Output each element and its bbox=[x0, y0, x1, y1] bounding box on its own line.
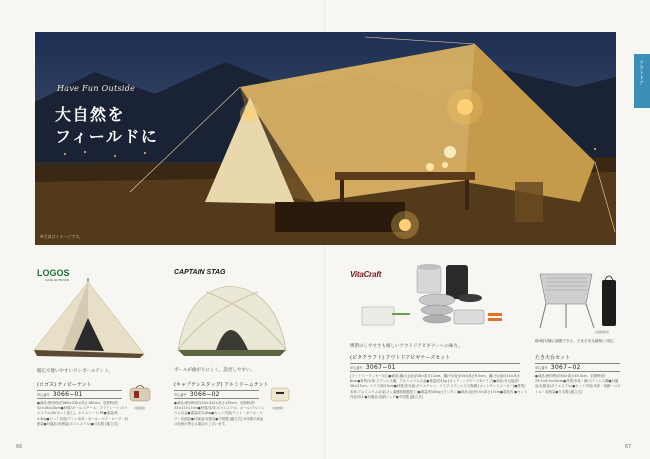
vitacraft-code-box bbox=[350, 363, 520, 372]
lantern-bag bbox=[446, 265, 468, 299]
table-lamp bbox=[444, 146, 456, 158]
cutting-board bbox=[362, 307, 394, 325]
captainstag-product-name: (キャプテンスタッグ) アルミドームテント bbox=[174, 382, 269, 388]
vitacraft-code-value: 3067−01 bbox=[365, 364, 396, 371]
logos-logo: LOGOS bbox=[37, 268, 70, 278]
vitacraft-code-label: 申込番号 bbox=[350, 366, 363, 370]
hero-photo bbox=[35, 32, 616, 245]
captainstag-logo: CAPTAIN STAG bbox=[174, 269, 226, 276]
tipi-bag-label: (収納時) bbox=[134, 406, 146, 410]
tipi-tent-bag-image bbox=[128, 382, 152, 404]
category-tab-label: アウトドア bbox=[638, 60, 644, 85]
hero-headline-line1: 大自然を bbox=[55, 105, 126, 124]
cookware-set-image bbox=[352, 255, 512, 340]
hot-sand-maker bbox=[454, 310, 484, 324]
tipi-tent-image bbox=[22, 278, 157, 363]
hero-caption: ※写真はイメージです。 bbox=[40, 234, 83, 239]
camp-chair bbox=[515, 182, 543, 222]
logos-spec: ●商品:使用時/約360×230×高さ180cm、収納時/約52×18×18cm●材質/ポール:スチール、フライシート:ポリエステル(UVカット加工)、ボトムシート:PE●重量/約4.4kg●セット内容/テント本体・ポール・ペグ・ロープ・収納袋●付属品:収納袋(ポリエステル)●日本製 [確立式] bbox=[37, 401, 129, 426]
storage-boxes bbox=[275, 202, 405, 232]
logos-logo-sub: LOVE OUTDOOR bbox=[45, 278, 70, 282]
bbq-product-name: たき火台セット bbox=[535, 355, 571, 361]
captainstag-spec: ●商品:使用時/約210×320×高さ135cm、収納時/約53×17×17cm●材質/本体:ポリエステル、ポール:アルミニウム合金●重量/約3.8kg●セット内容/テント・ポール・ペグ・収納袋●付属品:収納袋●中国製 [確立式] ※実際の商品は色柄が異なる場合がございます。 bbox=[174, 401, 265, 426]
captainstag-tagline: ポールが曲がりにくく、設営しやすい。 bbox=[174, 368, 255, 373]
fire-pit-bag-label: (収納袋付) bbox=[595, 330, 610, 334]
hero-headline-line2: フィールドに bbox=[55, 127, 159, 146]
dome-tent-image bbox=[168, 280, 293, 362]
dome-tent-bag-image bbox=[268, 382, 292, 404]
fire-pit-image bbox=[532, 262, 624, 337]
vitacraft-tagline: 携帯のしやすさも嬉しいアウトドアビギナーへの味方。 bbox=[350, 344, 463, 349]
logos-code-label: 申込番号 bbox=[37, 393, 50, 397]
bbq-code-box bbox=[535, 363, 620, 372]
vitacraft-product-name: (ビタクラフト) アウトドアビギナーズセット bbox=[350, 355, 451, 361]
category-tab bbox=[634, 54, 650, 108]
bbq-code-label: 申込番号 bbox=[535, 366, 548, 370]
vitacraft-logo: VitaCraft bbox=[350, 270, 382, 279]
fire-pit-bag bbox=[602, 280, 616, 326]
captainstag-code-label: 申込番号 bbox=[174, 393, 187, 397]
dome-bag-label: (収納時) bbox=[272, 406, 284, 410]
logos-code-value: 3066−01 bbox=[52, 391, 83, 398]
logos-product-name: (ロゴス) ティピーテント bbox=[37, 382, 92, 388]
page-number-left: 66 bbox=[16, 444, 23, 450]
hero-brand-script: Have Fun Outside bbox=[57, 84, 136, 93]
bbq-tagline: 鋳4倍付属に調節できる、さまざまな調理に対応。 bbox=[535, 339, 617, 343]
logos-tagline: 幅広で使いやすいワンポールテント。 bbox=[37, 369, 113, 374]
hero-headline bbox=[55, 104, 195, 148]
camp-table bbox=[335, 172, 475, 180]
logos-code-box bbox=[37, 390, 122, 399]
captainstag-code-box bbox=[174, 390, 259, 399]
captainstag-code-value: 3066−02 bbox=[189, 391, 220, 398]
bbq-spec: ●商品:使用時/約50×高さ45.5cm、収納時/約29.5×8.5×45cm●材質/本体・網:ステンレス鋼●付属品:収納袋(ポリエステル)●セット内容/本体・焼網・ロストル・収納袋●日本製 [確立式] bbox=[535, 374, 621, 394]
bbq-code-value: 3067−02 bbox=[550, 364, 581, 371]
page-number-right: 67 bbox=[625, 444, 632, 450]
vitacraft-spec: [ファミリークッカー3点]●商品:鍋(大)/直径18×高さ11cm、鍋(中)/直径16×高さ9.5cm、鍋(小)/直径14×高さ8cm●材質/本体:ステンレス鋼、アルミニウム合金●重量/約1kg [カッティングボード&ナイフ]●商品:まな板/約26×17cm、ナイフ/約23cm●材質/まな板:ポリエチレン、ナイフ:ステンレス刃物鋼 [ホットサンドメーカー]●材質/本体:アルミニウム合金(フッ素樹脂塗膜加工)●重量/約450g [ランタン]●商品:直径9.5×高さ17cm●電池式 ●セット内容/各1 ●付属品:収納バッグ●中国製 [確立式] bbox=[350, 374, 528, 399]
